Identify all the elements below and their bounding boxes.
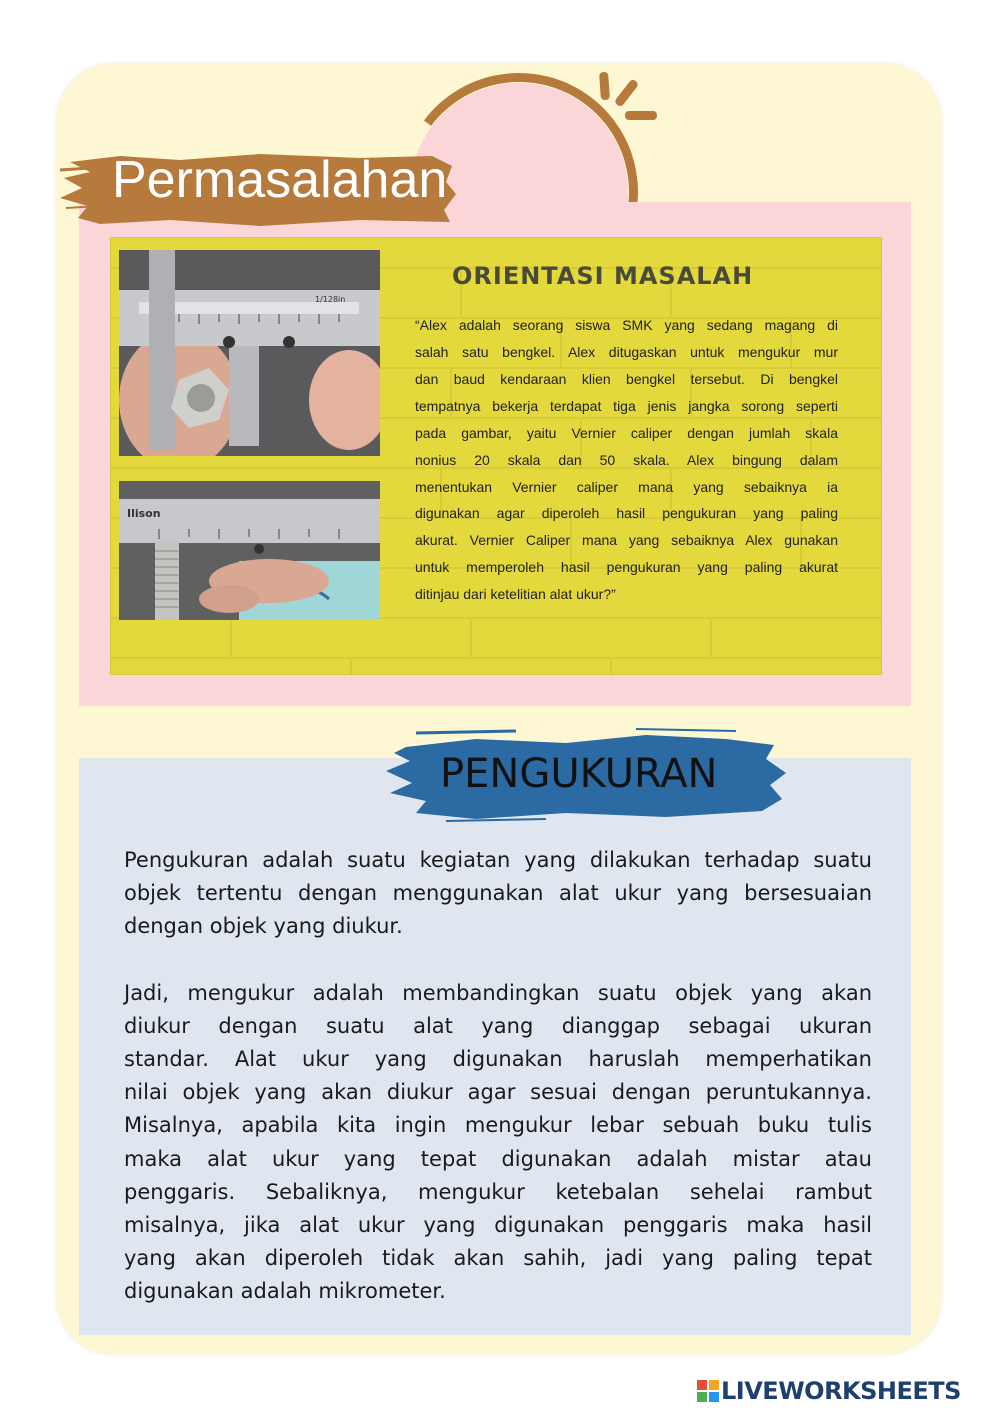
paragraph-2-line: diukur dengan suatu alat yang dianggap sebagai ukuran bbox=[124, 1014, 872, 1038]
orientation-text-line: akurat. Vernier Caliper mana yang sebaiknya Alex gunakan bbox=[415, 532, 838, 548]
section-title-pengukuran: PENGUKURAN bbox=[440, 751, 718, 797]
orientation-title: ORIENTASI MASALAH bbox=[452, 262, 754, 290]
paragraph-2-line: maka alat ukur yang tepat digunakan adalah mistar atau bbox=[124, 1147, 872, 1171]
liveworksheets-icon bbox=[697, 1380, 719, 1402]
paragraph-2-line: standar. Alat ukur yang digunakan haruslah memperhatikan bbox=[124, 1047, 872, 1071]
paragraph-2-line: digunakan adalah mikrometer. bbox=[124, 1279, 446, 1303]
orientation-text-line: dan baud kendaraan klien bengkel tersebut. Di bengkel bbox=[415, 371, 838, 387]
caliper-bolt-image bbox=[119, 481, 380, 620]
sun-ray-decoration bbox=[599, 72, 610, 101]
orientation-text-line: salah satu bengkel. Alex ditugaskan untuk mengukur mur bbox=[415, 344, 838, 360]
paragraph-2-line: yang akan diperoleh tidak akan sahih, jadi yang paling tepat bbox=[124, 1246, 872, 1270]
paragraph-2-line: nilai objek yang akan diukur agar sesuai dengan peruntukannya. bbox=[124, 1080, 872, 1104]
orientation-text-line: tempatnya bekerja terdapat tiga jenis jangka sorong seperti bbox=[415, 398, 838, 414]
caliper-nut-image bbox=[119, 250, 380, 456]
orientation-text-line: untuk memperoleh hasil pengukuran yang paling akurat bbox=[415, 559, 838, 575]
caliper-scale-label: 1/128in bbox=[315, 295, 346, 304]
paragraph-2-line: Jadi, mengukur adalah membandingkan suatu objek yang akan bbox=[124, 981, 872, 1005]
paragraph-2-line: penggaris. Sebaliknya, mengukur ketebalan sehelai rambut bbox=[124, 1180, 872, 1204]
section-title-permasalahan: Permasalahan bbox=[112, 151, 448, 209]
orientation-text-line: ditinjau dari ketelitian alat ukur?” bbox=[415, 586, 616, 602]
orientation-text-line: menentukan Vernier caliper mana yang sebaiknya ia bbox=[415, 479, 838, 495]
paragraph-1-line: dengan objek yang diukur. bbox=[124, 914, 403, 938]
sun-ray-decoration bbox=[625, 111, 657, 120]
orientation-text-line: nonius 20 skala dan 50 skala. Alex bingung dalam bbox=[415, 452, 838, 468]
caliper-photo-1 bbox=[119, 250, 380, 456]
orientation-text-line: pada gambar, yaitu Vernier caliper dengan jumlah skala bbox=[415, 425, 838, 441]
liveworksheets-logo[interactable] bbox=[697, 1377, 961, 1405]
paragraph-1-line: Pengukuran adalah suatu kegiatan yang dilakukan terhadap suatu bbox=[124, 848, 872, 872]
caliper-brand-label: Ilison bbox=[127, 507, 161, 520]
paragraph-2-line: misalnya, jika alat ukur yang digunakan penggaris maka hasil bbox=[124, 1213, 872, 1237]
liveworksheets-brand: LIVEWORKSHEETS bbox=[721, 1377, 961, 1405]
paragraph-1-line: objek tertentu dengan menggunakan alat ukur yang bersesuaian bbox=[124, 881, 872, 905]
orientation-text-line: “Alex adalah seorang siswa SMK yang sedang magang di bbox=[415, 317, 838, 333]
orientation-text-line: digunakan agar diperoleh hasil pengukuran yang paling bbox=[415, 505, 838, 521]
caliper-photo-2 bbox=[119, 481, 380, 620]
paragraph-2-line: Misalnya, apabila kita ingin mengukur lebar sebuah buku tulis bbox=[124, 1113, 872, 1137]
